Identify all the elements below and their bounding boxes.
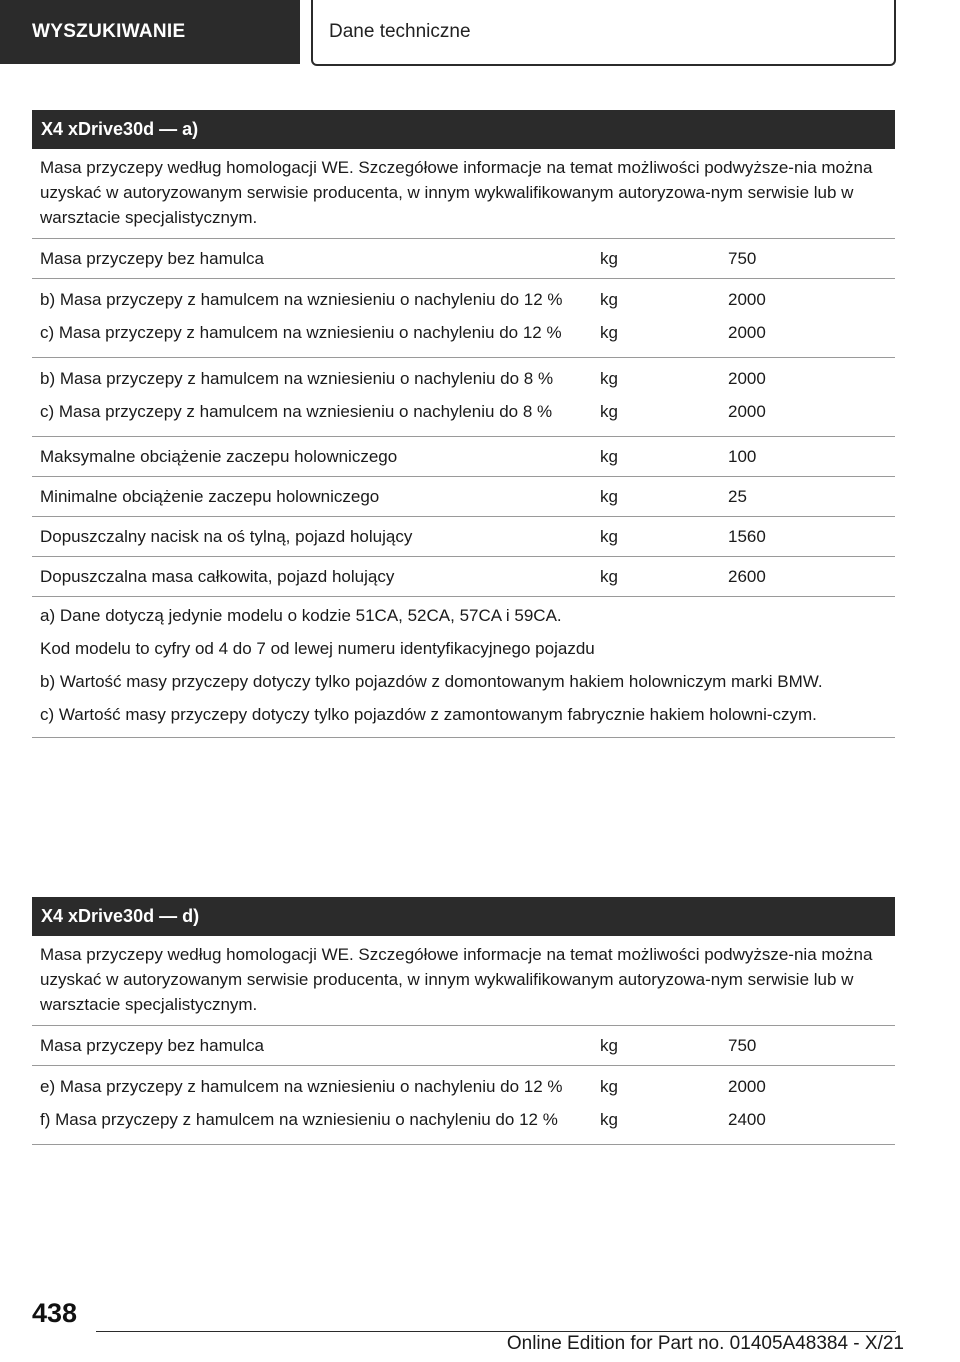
section-x4-xdrive30d-a bbox=[32, 110, 895, 738]
search-tab[interactable]: WYSZUKIWANIE bbox=[0, 0, 300, 64]
table-row bbox=[32, 1026, 895, 1066]
row-value: 1560 bbox=[728, 527, 766, 546]
row-unit: kg bbox=[600, 487, 618, 506]
table-row bbox=[32, 557, 895, 597]
row-unit: kg bbox=[600, 323, 618, 342]
table-row bbox=[32, 279, 895, 358]
row-unit: kg bbox=[600, 1110, 618, 1129]
row-unit: kg bbox=[600, 1036, 618, 1055]
row-unit: kg bbox=[600, 249, 618, 268]
row-unit: kg bbox=[600, 290, 618, 309]
row-description: c) Masa przyczepy z hamulcem na wzniesieniu o nachyleniu do 12 % bbox=[40, 323, 562, 342]
table-row bbox=[32, 239, 895, 279]
row-description: Masa przyczepy bez hamulca bbox=[40, 1036, 264, 1055]
footnotes bbox=[32, 597, 895, 738]
table-row bbox=[32, 517, 895, 557]
top-bar bbox=[0, 0, 960, 66]
row-value: 2600 bbox=[728, 567, 766, 586]
section-title: X4 xDrive30d — d) bbox=[32, 897, 895, 936]
row-description: f) Masa przyczepy z hamulcem na wzniesieniu o nachyleniu do 12 % bbox=[40, 1110, 558, 1129]
row-unit: kg bbox=[600, 1077, 618, 1096]
row-unit: kg bbox=[600, 567, 618, 586]
page-number: 438 bbox=[32, 1298, 78, 1328]
row-value: 100 bbox=[728, 447, 757, 466]
section-title: X4 xDrive30d — a) bbox=[32, 110, 895, 149]
footer-edition: Online Edition for Part no. 01405A48384 - X/21 bbox=[506, 1333, 904, 1354]
table-row bbox=[32, 437, 895, 477]
row-value: 2000 bbox=[728, 402, 766, 421]
row-value: 750 bbox=[728, 1036, 757, 1055]
row-value: 2000 bbox=[728, 323, 766, 342]
table-row bbox=[32, 1066, 895, 1145]
row-description: b) Masa przyczepy z hamulcem na wzniesieniu o nachyleniu do 12 % bbox=[40, 290, 563, 309]
row-description: b) Masa przyczepy z hamulcem na wzniesieniu o nachyleniu do 8 % bbox=[40, 369, 554, 388]
row-unit: kg bbox=[600, 369, 618, 388]
section-intro: Masa przyczepy według homologacji WE. Szczegółowe informacje na temat możliwości podwyższe-nia można uzyskać w autoryzowanym serwisie producenta, w innym wykwalifikowanym autoryzowa-nym serwisie lub w warsztacie specjalistycznym. bbox=[32, 936, 895, 1026]
row-value: 2000 bbox=[728, 290, 766, 309]
footnote: Kod modelu to cyfry od 4 do 7 od lewej numeru identyfikacyjnego pojazdu bbox=[40, 639, 595, 658]
footer-divider bbox=[96, 1331, 896, 1332]
row-unit: kg bbox=[600, 447, 618, 466]
section-intro: Masa przyczepy według homologacji WE. Szczegółowe informacje na temat możliwości podwyższe-nia można uzyskać w autoryzowanym serwisie producenta, w innym wykwalifikowanym autoryzowa-nym serwisie lub w warsztacie specjalistycznym. bbox=[32, 149, 895, 239]
row-value: 25 bbox=[728, 487, 747, 506]
row-description: Minimalne obciążenie zaczepu holowniczego bbox=[40, 487, 380, 506]
row-description: c) Masa przyczepy z hamulcem na wzniesieniu o nachyleniu do 8 % bbox=[40, 402, 553, 421]
section-tab[interactable]: Dane techniczne bbox=[311, 0, 896, 66]
row-unit: kg bbox=[600, 402, 618, 421]
table-row bbox=[32, 358, 895, 437]
row-value: 2000 bbox=[728, 369, 766, 388]
row-description: Dopuszczalna masa całkowita, pojazd holujący bbox=[40, 567, 395, 586]
row-description: Dopuszczalny nacisk na oś tylną, pojazd holujący bbox=[40, 527, 413, 546]
footnote: a) Dane dotyczą jedynie modelu o kodzie 51CA, 52CA, 57CA i 59CA. bbox=[40, 606, 562, 625]
row-description: e) Masa przyczepy z hamulcem na wzniesieniu o nachyleniu do 12 % bbox=[40, 1077, 563, 1096]
section-x4-xdrive30d-d bbox=[32, 897, 895, 1145]
row-value: 750 bbox=[728, 249, 757, 268]
row-value: 2400 bbox=[728, 1110, 766, 1129]
row-description: Maksymalne obciążenie zaczepu holowniczego bbox=[40, 447, 398, 466]
row-description: Masa przyczepy bez hamulca bbox=[40, 249, 264, 268]
footnote: c) Wartość masy przyczepy dotyczy tylko pojazdów z zamontowanym fabrycznie hakiem holowni-czym. bbox=[40, 705, 817, 724]
table-row bbox=[32, 477, 895, 517]
row-unit: kg bbox=[600, 527, 618, 546]
footnote: b) Wartość masy przyczepy dotyczy tylko pojazdów z domontowanym hakiem holowniczym marki BMW. bbox=[40, 672, 823, 691]
row-value: 2000 bbox=[728, 1077, 766, 1096]
